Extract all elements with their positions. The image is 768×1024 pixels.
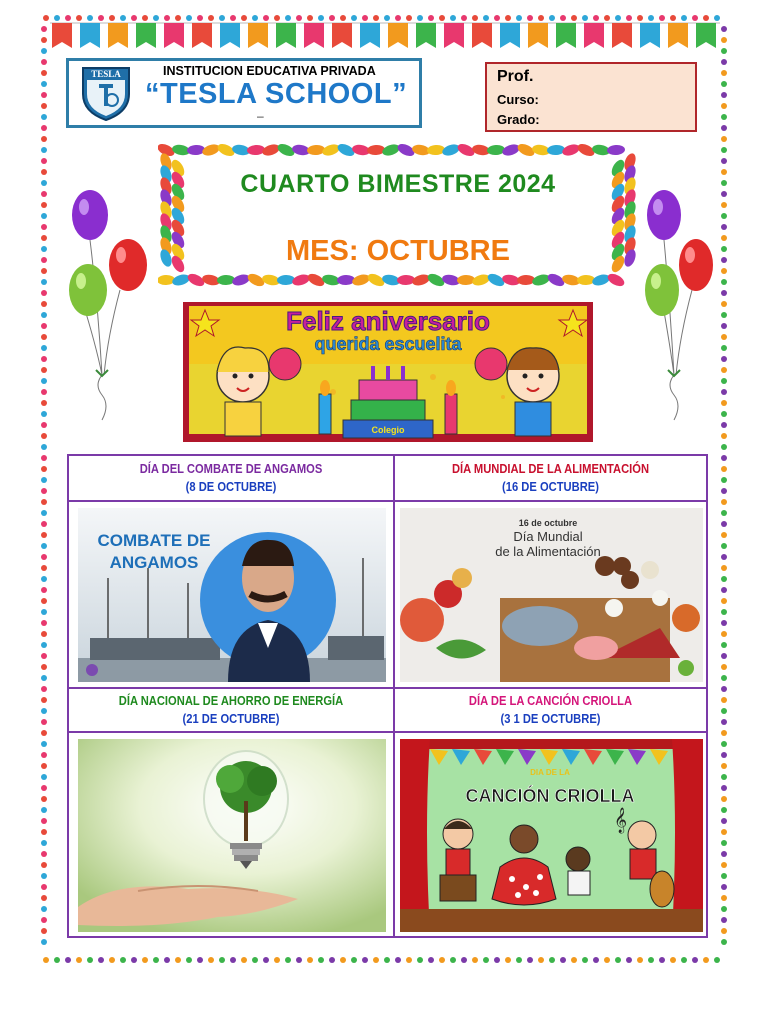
- school-dash: –: [257, 109, 264, 123]
- event-cell-energia: [92, 692, 371, 728]
- school-logo: [79, 64, 133, 122]
- balloons-right: [640, 185, 720, 435]
- criolla-small: DIA DE LA: [530, 768, 570, 777]
- music-note-icon: 𝄞: [614, 808, 628, 833]
- school-name: “TESLA SCHOOL”: [145, 78, 408, 110]
- event-title-alimentacion: DÍA MUNDIAL DE LA ALIMENTACIÓN: [451, 461, 650, 476]
- cake-label: Colegio: [371, 425, 405, 435]
- event-title-angamos: DÍA DEL COMBATE DE ANGAMOS: [139, 461, 323, 476]
- event-date-criolla: (3 1 DE OCTUBRE): [500, 711, 601, 726]
- event-date-alimentacion: (16 DE OCTUBRE): [502, 479, 599, 494]
- balloons-left: [60, 185, 160, 435]
- angamos-caption: COMBATE DE ANGAMOS: [97, 531, 211, 572]
- event-title-criolla: DÍA DE LA CANCIÓN CRIOLLA: [468, 693, 633, 708]
- event-cell-criolla: [417, 692, 684, 728]
- table-divider-vertical: [393, 456, 395, 936]
- alimentacion-caption: Día Mundial de la Alimentación: [495, 529, 601, 559]
- bunting-decoration: [50, 20, 720, 52]
- logo-text: TESLA: [91, 69, 121, 79]
- table-divider: [69, 731, 706, 733]
- curso-label: Curso:: [497, 92, 539, 107]
- event-title-energia: DÍA NACIONAL DE AHORRO DE ENERGÍA: [118, 693, 344, 708]
- events-table: [67, 454, 708, 938]
- event-cell-angamos: [92, 460, 371, 496]
- table-divider: [69, 500, 706, 502]
- grado-label: Grado:: [497, 112, 540, 127]
- institution-label: INSTITUCION EDUCATIVA PRIVADA: [163, 64, 376, 78]
- teacher-info-box: [485, 62, 697, 132]
- banner-line2: querida escuelita: [314, 334, 462, 354]
- energia-image: [78, 739, 386, 932]
- alimentacion-small: 16 de octubre: [518, 518, 578, 528]
- event-date-angamos: (8 DE OCTUBRE): [185, 479, 277, 494]
- event-cell-alimentacion: [417, 460, 684, 496]
- prof-label: Prof.: [497, 68, 534, 85]
- school-header: [66, 58, 422, 128]
- bimestre-title: CUARTO BIMESTRE 2024: [240, 170, 556, 198]
- angamos-image: [78, 508, 386, 682]
- criolla-caption: CANCIÓN CRIOLLA: [465, 786, 635, 806]
- anniversary-banner: [183, 302, 593, 442]
- criolla-image: [400, 739, 703, 932]
- banner-line1: Feliz aniversario: [286, 306, 490, 336]
- month-title: MES: OCTUBRE: [286, 235, 510, 267]
- table-divider: [69, 687, 706, 689]
- event-date-energia: (21 DE OCTUBRE): [182, 711, 280, 726]
- alimentacion-image: [400, 508, 703, 682]
